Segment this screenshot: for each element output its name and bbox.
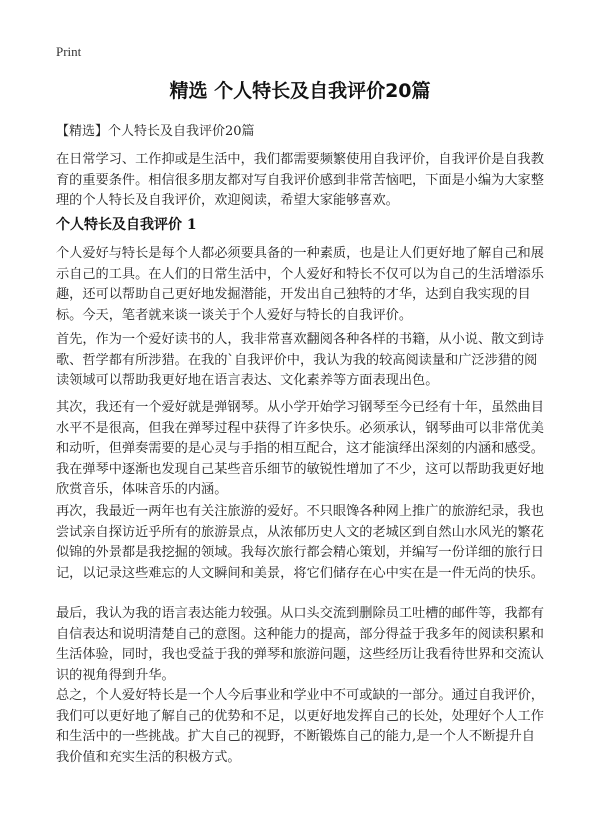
print-label[interactable]: Print [56, 44, 82, 59]
document-title: 精选 个人特长及自我评价20篇 [169, 80, 431, 102]
paragraph-3: 其次，我还有一个爱好就是弹钢琴。从小学开始学习钢琴至今已经有十年，虽然曲目水平不是很高，但我在弹琴过程中获得了许多快乐。必须承认，钢琴曲可以非常优美和动听，但弹奏需要的是心灵与手指的相互配合，这才能演绎出深刻的内涵和感受。我在弹琴中逐渐也发现自己某些音乐细节的敏锐性增加了不少，这可以帮助我更好地欣赏音乐，体味音乐的内涵。 [56, 400, 544, 497]
paragraph-5: 最后，我认为我的语言表达能力较强。从口头交流到删除员工吐槽的邮件等，我都有自信表达和说明清楚自己的意图。这种能力的提高，部分得益于我多年的阅读积累和生活体验，同时，我也受益于我的弹琴和旅游问题，这些经历让我看待世界和交流认识的视角得到升华。 [56, 606, 544, 683]
section-heading: 个人特长及自我评价 1 [56, 217, 197, 233]
paragraph-6: 总之，个人爱好特长是一个人今后事业和学业中不可或缺的一部分。通过自我评价，我们可以更好地了解自己的优势和不足，以更好地发挥自己的长处，处理好个人工作和生活中的一些挑战。扩大自己的视野，不断锻炼自己的能力,是一个人不断提升自我价值和充实生活的积极方式。 [56, 688, 544, 765]
paragraph-2: 首先，作为一个爱好读书的人，我非常喜欢翻阅各种各样的书籍，从小说、散文到诗歌、哲学都有所涉猎。在我的`自我评价中，我认为我的较高阅读量和广泛涉猎的阅读领域可以帮助我更好地在语言表达、文化素养等方面表现出色。 [56, 332, 544, 388]
paragraph-4: 再次，我最近一两年也有关注旅游的爱好。不只眼馋各种网上推广的旅游纪录，我也尝试亲自探访近乎所有的旅游景点，从浓郁历史人文的老城区到自然山水风光的繁花似锦的外景都是我挖掘的领域。我每次旅行都会精心策划，并编写一份详细的旅行日记，以记录这些难忘的人文瞬间和美景，将它们储存在心中实在是一件无尚的快乐。 [56, 504, 544, 581]
document-subtitle: 【精选】个人特长及自我评价20篇 [56, 124, 255, 139]
paragraph-1: 个人爱好与特长是每个人都必须要具备的一种素质，也是让人们更好地了解自己和展示自己的工具。在人们的日常生活中，个人爱好和特长不仅可以为自己的生活增添乐趣，还可以帮助自己更好地发掘潜能，开发出自己独特的才华，达到自我实现的目标。今天，笔者就来谈一谈关于个人爱好与特长的自我评价。 [56, 246, 544, 323]
intro-paragraph: 在日常学习、工作抑或是生活中，我们都需要频繁使用自我评价，自我评价是自我教育的重要条件。相信很多朋友都对写自我评价感到非常苦恼吧，下面是小编为大家整理的个人特长及自我评价，欢迎阅读，希望大家能够喜欢。 [56, 152, 544, 208]
